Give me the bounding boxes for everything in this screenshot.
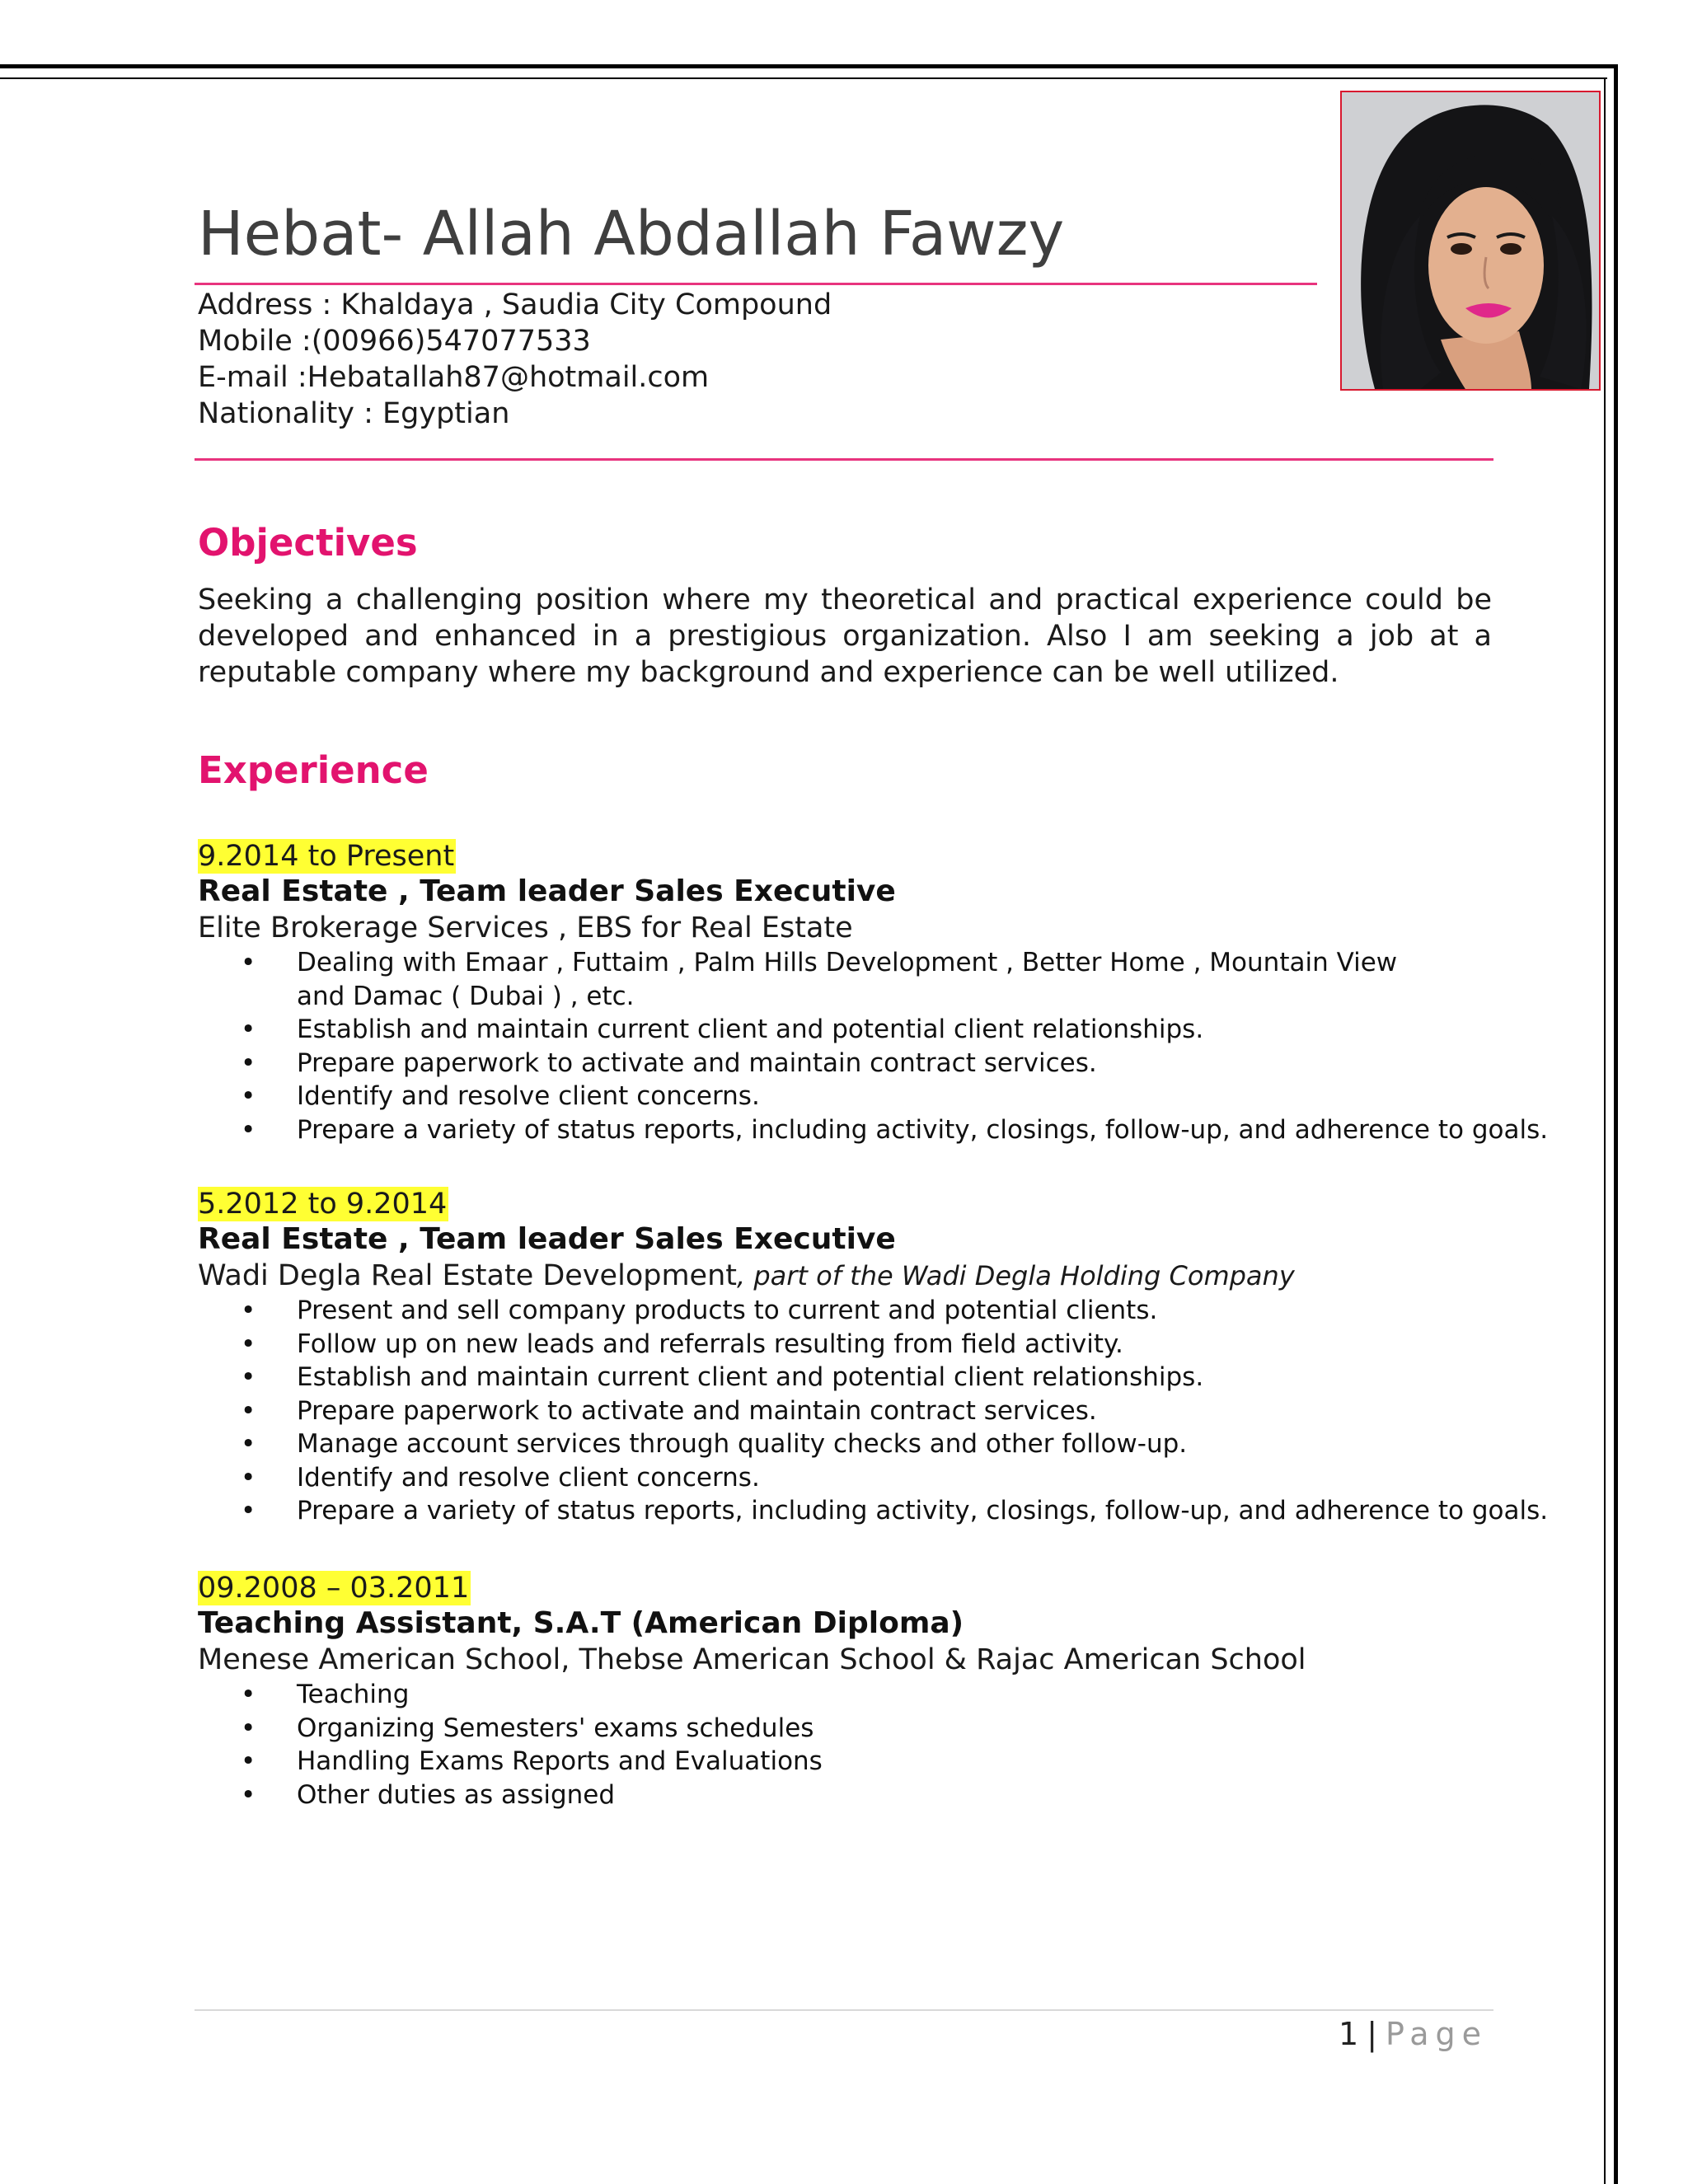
name-divider — [195, 283, 1317, 285]
job-title: Teaching Assistant, S.A.T (American Diploma) — [198, 1606, 964, 1640]
contact-nationality: Nationality : Egyptian — [198, 397, 510, 430]
list-item: • Dealing with Emaar , Futtaim , Palm Hills Development , Better Home , Mountain View and Damac ( Dubai ) , etc. — [198, 946, 1500, 1013]
page-number: 1 — [1339, 2016, 1359, 2052]
list-item: • Other duties as assigned — [198, 1779, 1500, 1812]
portrait-illustration — [1342, 92, 1599, 389]
page-footer — [1311, 2014, 1488, 2054]
profile-photo — [1340, 91, 1601, 391]
contact-email: E-mail :Hebatallah87@hotmail.com — [198, 361, 710, 394]
contact-address: Address : Khaldaya , Saudia City Compound — [198, 288, 832, 321]
job-title: Real Estate , Team leader Sales Executive — [198, 874, 896, 908]
list-item: • Teaching — [198, 1678, 1500, 1712]
page-border-right-outer — [1614, 64, 1618, 2184]
job-company — [198, 1642, 1500, 1678]
job-duties-list — [198, 1678, 1500, 1811]
page-border-top-outer — [0, 64, 1618, 68]
list-item: • Identify and resolve client concerns. — [198, 1461, 1500, 1495]
list-item: • Follow up on new leads and referrals resulting from field activity. — [198, 1328, 1500, 1361]
job-date: 9.2014 to Present — [198, 840, 455, 873]
list-item: • Prepare a variety of status reports, including activity, closings, follow-up, and adherence to goals. — [198, 1494, 1500, 1528]
page-label: Page — [1386, 2016, 1488, 2052]
footer-divider — [195, 2009, 1493, 2011]
company-name: Wadi Degla Real Estate Development — [198, 1259, 737, 1292]
list-item: • Organizing Semesters' exams schedules — [198, 1712, 1500, 1746]
list-item: • Establish and maintain current client and potential client relationships. — [198, 1361, 1500, 1394]
objectives-heading: Objectives — [198, 521, 418, 565]
job-duties-list — [198, 1294, 1549, 1528]
candidate-name: Hebat- Allah Abdallah Fawzy — [198, 199, 1065, 269]
contact-block — [198, 287, 832, 432]
objectives-text: Seeking a challenging position where my theoretical and practical experience could be developed and enhanced in a prestigious organization. Also I am seeking a job at a reputable company where my background and experience can be well utilized. — [198, 583, 1492, 689]
contact-mobile: Mobile :(00966)547077533 — [198, 325, 591, 358]
job-title: Real Estate , Team leader Sales Executive — [198, 1222, 896, 1256]
experience-heading: Experience — [198, 748, 429, 792]
company-note: , part of the Wadi Degla Holding Company — [736, 1260, 1295, 1291]
job-company — [198, 910, 1500, 946]
list-item: • Prepare paperwork to activate and maintain contract services. — [198, 1394, 1500, 1428]
job-duties-list — [198, 946, 1549, 1146]
contact-divider — [195, 458, 1493, 461]
list-item: • Handling Exams Reports and Evaluations — [198, 1745, 1500, 1779]
job-entry-2 — [198, 1187, 1549, 1528]
job-company — [198, 1258, 1500, 1294]
list-item: • Present and sell company products to current and potential clients. — [198, 1294, 1500, 1328]
company-name: Menese American School, Thebse American School & Rajac American School — [198, 1643, 1306, 1676]
list-item: • Prepare paperwork to activate and maintain contract services. — [198, 1047, 1500, 1080]
list-item: • Identify and resolve client concerns. — [198, 1080, 1500, 1113]
job-entry-3 — [198, 1571, 1500, 1811]
company-name: Elite Brokerage Services , EBS for Real Estate — [198, 912, 853, 944]
list-item: • Manage account services through quality checks and other follow-up. — [198, 1427, 1500, 1461]
job-date: 5.2012 to 9.2014 — [198, 1188, 448, 1221]
page-border-right-inner — [1604, 77, 1606, 2184]
job-date: 09.2008 – 03.2011 — [198, 1572, 470, 1605]
list-item: • Establish and maintain current client and potential client relationships. — [198, 1013, 1500, 1047]
page-border-top-inner — [0, 77, 1607, 79]
job-entry-1 — [198, 839, 1549, 1146]
page-separator: | — [1367, 2016, 1377, 2052]
list-item: • Prepare a variety of status reports, including activity, closings, follow-up, and adherence to goals. — [198, 1113, 1500, 1147]
